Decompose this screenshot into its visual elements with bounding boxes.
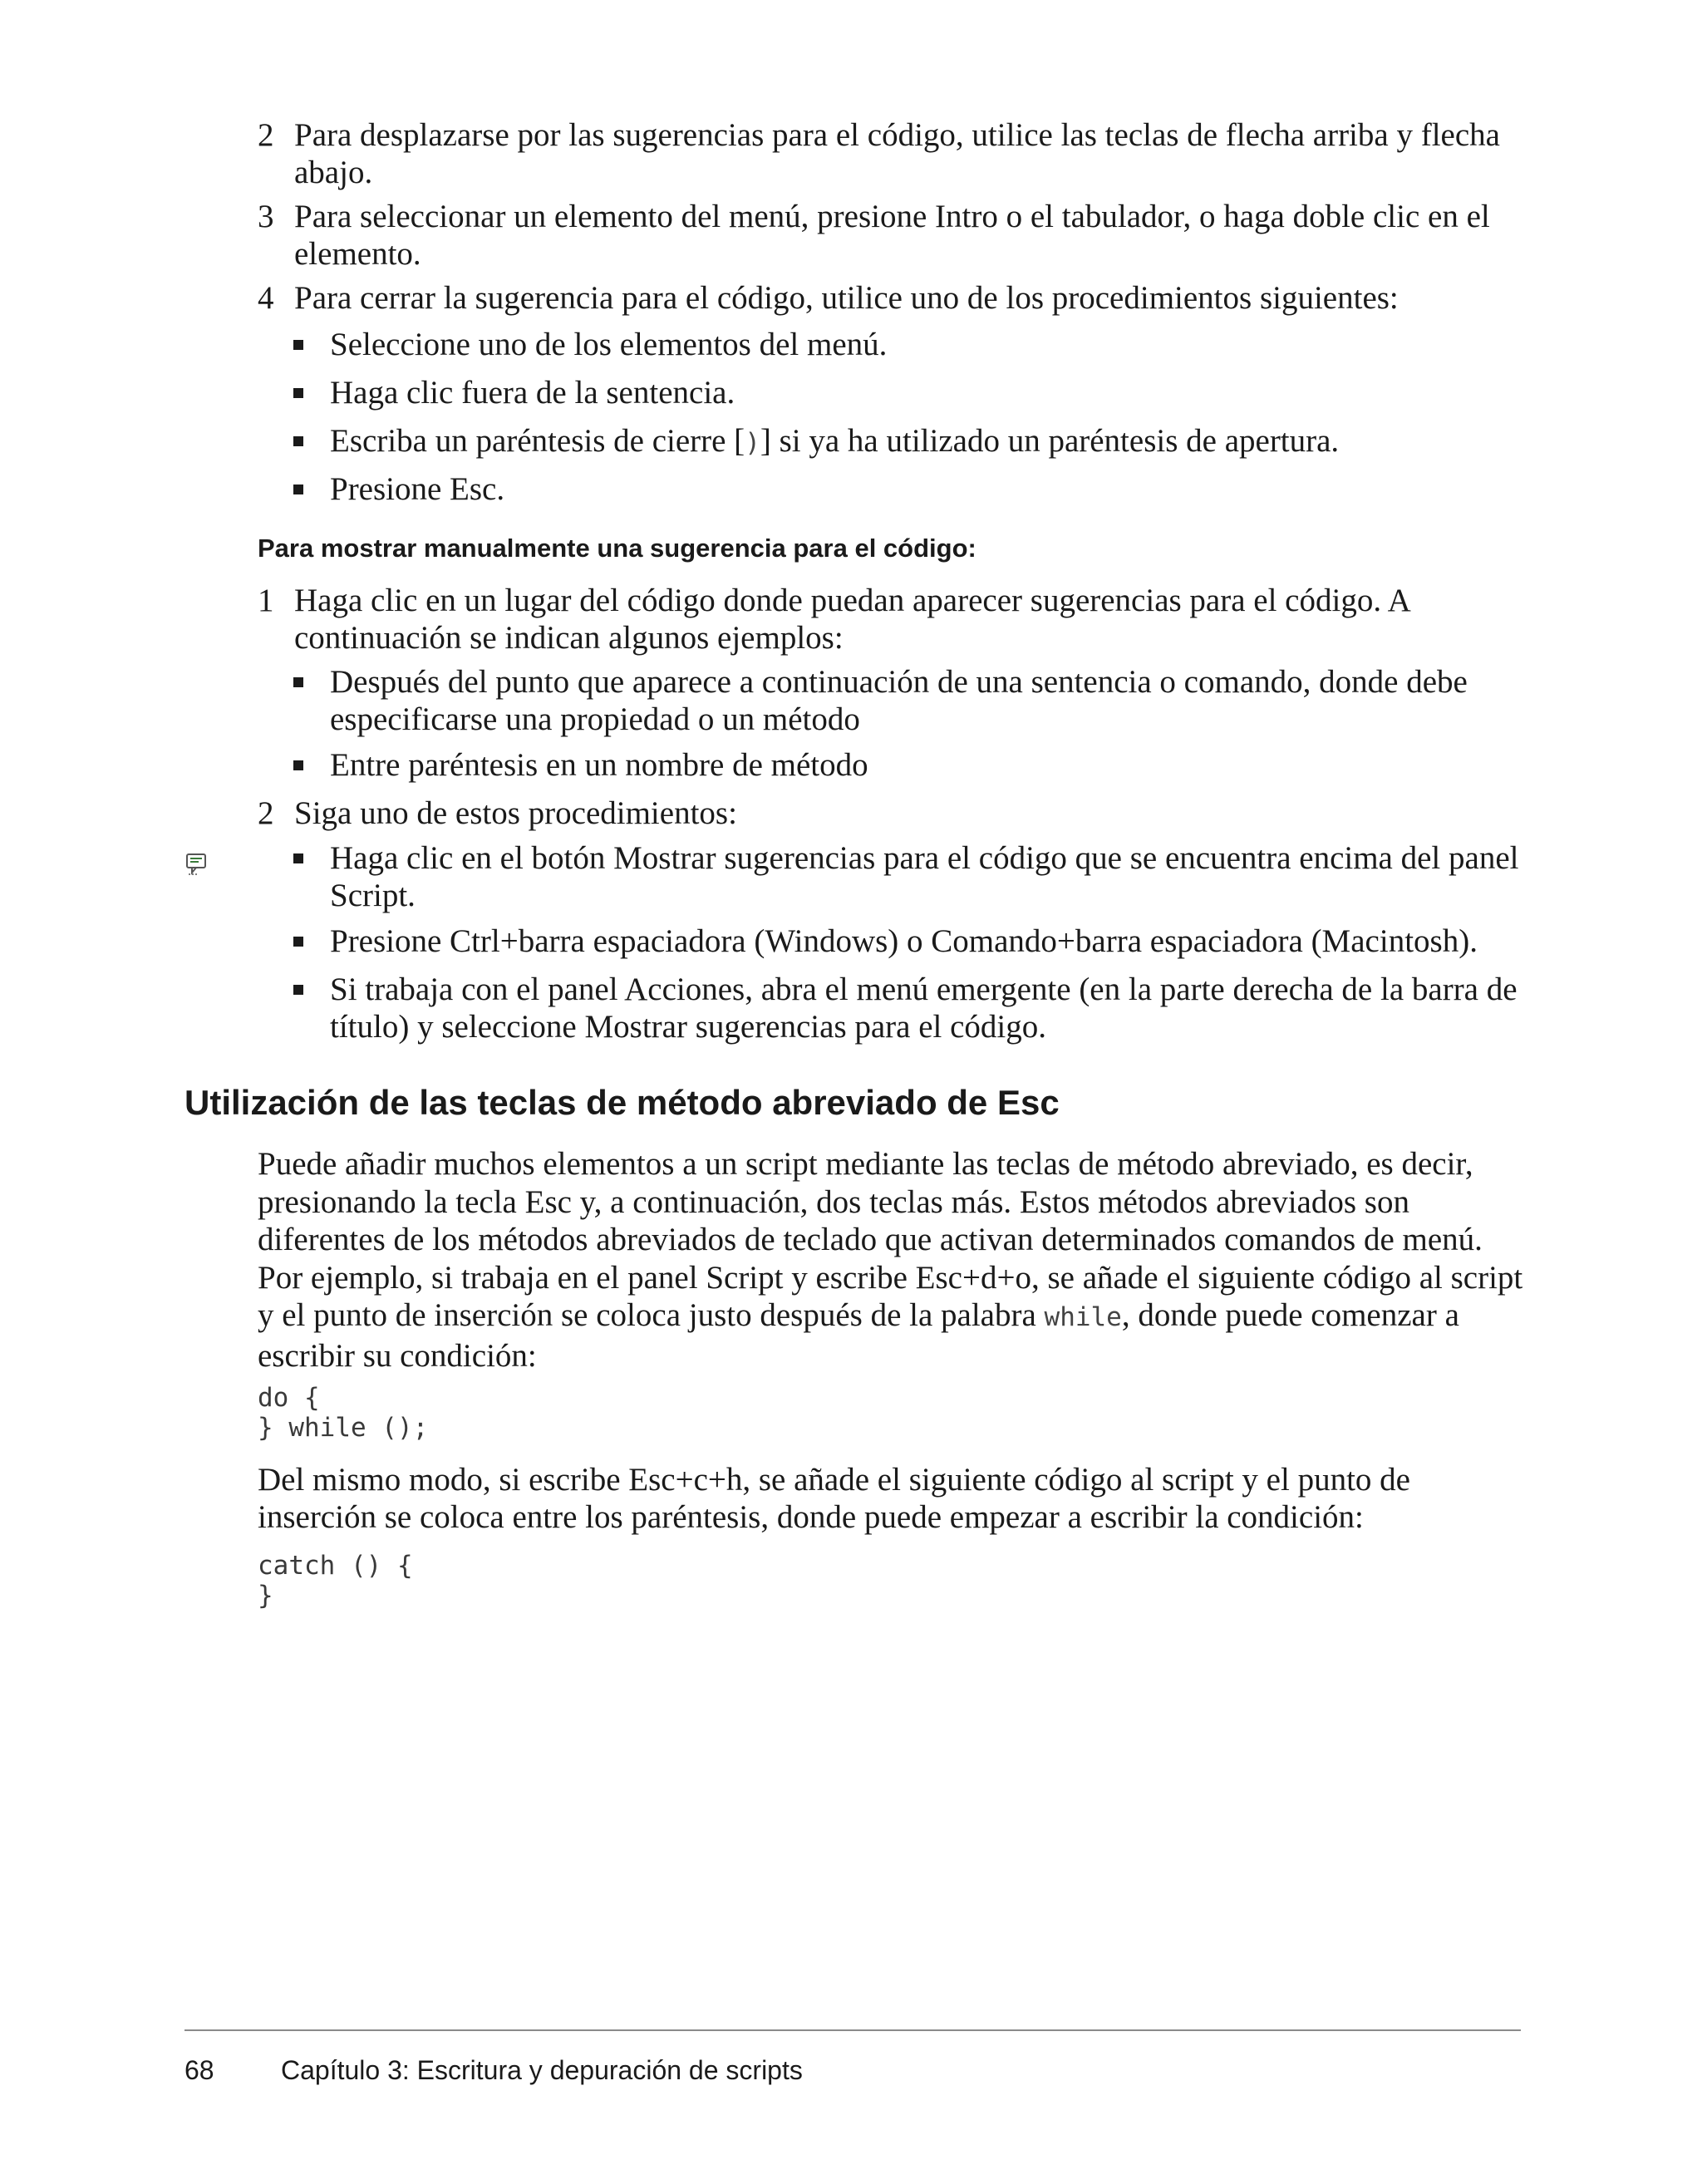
list-number: 4 (258, 280, 274, 316)
procedure-heading: Para mostrar manualmente una sugerencia para el código: (258, 534, 976, 563)
chapter-title: Capítulo 3: Escritura y depuración de scripts (281, 2055, 803, 2085)
section-title: Utilización de las teclas de método abreviado de Esc (184, 1083, 1060, 1122)
inline-code: ) (745, 428, 760, 458)
show-code-hint-icon (184, 852, 209, 877)
list-number: 2 (258, 117, 274, 153)
bullet-marker (293, 677, 303, 687)
list-text: Para seleccionar un elemento del menú, presione Intro o el tabulador, o haga doble clic en el elemento. (294, 199, 1490, 272)
paragraph-text-after: , donde puede comenzar a escribir su condición: (258, 1297, 1459, 1374)
footer-rule (184, 2029, 1521, 2031)
bullet-marker (293, 937, 303, 947)
code-block (258, 1551, 413, 1611)
list-text: Haga clic en un lugar del código donde puedan aparecer sugerencias para el código. A continuación se indican algunos ejemplos: (294, 583, 1409, 656)
list-number: 3 (258, 199, 274, 234)
bullet-text: Haga clic fuera de la sentencia. (330, 375, 735, 411)
list-text: Para cerrar la sugerencia para el código, utilice uno de los procedimientos siguientes: (294, 280, 1399, 316)
bullet-text: Presione Esc. (330, 471, 505, 507)
list-number: 2 (258, 795, 274, 831)
bullet-text: Presione Ctrl+barra espaciadora (Windows) o Comando+barra espaciadora (Macintosh). (330, 923, 1478, 959)
bullet-text: Entre paréntesis en un nombre de método (330, 747, 868, 783)
bullet-text: Después del punto que aparece a continuación de una sentencia o comando, donde debe especificarse una propiedad o un método (330, 664, 1468, 737)
bullet-text-before: Escriba un paréntesis de cierre [ (330, 423, 745, 459)
bullet-marker (293, 485, 303, 494)
bullet-text: Si trabaja con el panel Acciones, abra el menú emergente (en la parte derecha de la barra de título) y seleccione Mostrar sugerencias para el código. (330, 971, 1518, 1045)
bullet-text (330, 422, 1535, 462)
code-line: catch () { (258, 1551, 413, 1581)
bullet-marker (293, 985, 303, 995)
bullet-text: Haga clic en el botón Mostrar sugerencias para el código que se encuentra encima del panel Script. (330, 840, 1519, 913)
bullet-text: Seleccione uno de los elementos del menú. (330, 327, 888, 362)
body-paragraph: Del mismo modo, si escribe Esc+c+h, se añade el siguiente código al script y el punto de inserción se coloca entre los paréntesis, donde puede empezar a escribir la condición: (258, 1462, 1410, 1535)
bullet-marker (293, 853, 303, 863)
code-line: } (258, 1581, 273, 1611)
page-number: 68 (184, 2055, 214, 2085)
bullet-text-after: ] si ya ha utilizado un paréntesis de apertura. (760, 423, 1340, 459)
list-text: Siga uno de estos procedimientos: (294, 795, 737, 831)
code-line: do { (258, 1383, 320, 1413)
code-line: } while (); (258, 1413, 429, 1443)
bullet-marker (293, 760, 303, 770)
paragraph-text-before: Puede añadir muchos elementos a un script mediante las teclas de método abreviado, es decir, presionando la tecla Esc y, a continuación, dos teclas más. Estos métodos abreviados son diferentes de los métodos abreviados de teclado que activan determinados comandos de menú. Por ejemplo, si trabaja en el panel Script y escribe Esc+d+o, se añade el siguiente código al script y el punto de inserción se coloca justo después de la palabra (258, 1146, 1523, 1333)
body-paragraph (258, 1145, 1529, 1375)
code-block (258, 1383, 428, 1443)
inline-code: while (1044, 1302, 1122, 1332)
list-text: Para desplazarse por las sugerencias para el código, utilice las teclas de flecha arriba y flecha abajo. (294, 117, 1500, 190)
bullet-marker (293, 340, 303, 350)
bullet-marker (293, 388, 303, 398)
bullet-marker (293, 436, 303, 446)
list-number: 1 (258, 583, 274, 618)
